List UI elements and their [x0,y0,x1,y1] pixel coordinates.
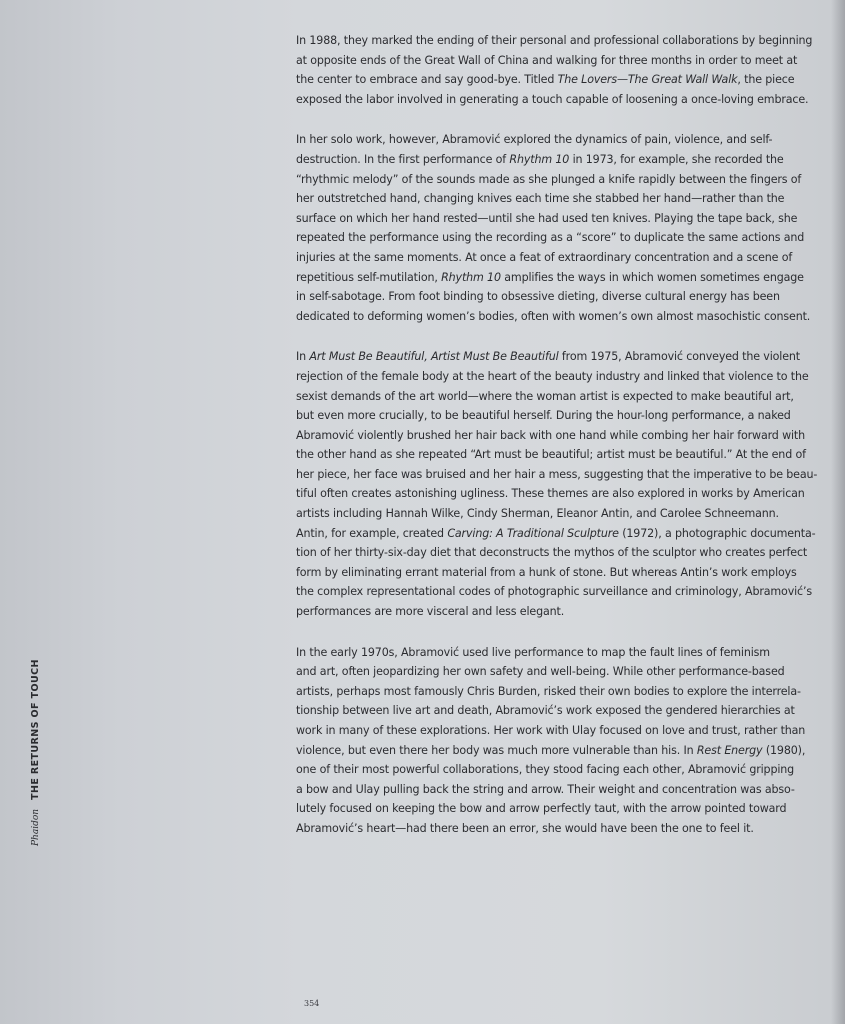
text-line [296,741,822,761]
text-line [296,170,822,190]
text-line [296,799,822,819]
text-run: In [296,350,310,364]
text-line [296,445,822,465]
text-run: destruction. In the first performance of [296,152,510,166]
text-run: from 1975, Abramović conveyed the violent [558,350,800,364]
text-line [296,31,822,51]
text-line [296,643,822,663]
paragraph [296,643,822,839]
text-line [296,780,822,800]
body-text [296,31,822,860]
text-run: at opposite ends of the Great Wall of China and walking for three months in order to meet at [296,53,798,67]
text-line [296,130,822,150]
text-line [296,51,822,71]
work-title: Art Must Be Beautiful, Artist Must Be Beautiful [309,350,559,364]
text-line [296,465,822,485]
text-run: (1972), a photographic documenta- [618,526,816,540]
paragraph [296,347,822,621]
text-run: “rhythmic melody” of the sounds made as she plunged a knife rapidly between the fingers of [296,172,802,186]
text-run: (1980), [762,743,806,757]
text-line [296,543,822,563]
text-line [296,367,822,387]
text-line [296,484,822,504]
text-line [296,760,822,780]
text-line [296,387,822,407]
text-run: the complex representational codes of photographic surveillance and criminology, Abramović’s [296,585,813,599]
text-run: a bow and Ulay pulling back the string and arrow. Their weight and concentration was abso- [296,782,795,796]
text-line [296,347,822,367]
work-title: The Lovers—The Great Wall Walk [557,73,738,87]
text-run: in self-sabotage. From foot binding to obsessive dieting, diverse cultural energy has been [296,290,780,304]
text-line [296,287,822,307]
text-run: in 1973, for example, she recorded the [569,152,784,166]
text-run: tion of her thirty-six-day diet that deconstructs the mythos of the sculptor who creates perfect [296,546,808,560]
text-line [296,307,822,327]
work-title: Rhythm 10 [509,152,570,166]
text-line [296,662,822,682]
text-run: sexist demands of the art world—where the woman artist is expected to make beautiful art, [296,389,794,403]
text-line [296,406,822,426]
text-run: one of their most powerful collaborations, they stood facing each other, Abramović gripping [296,763,795,777]
text-run: tiful often creates astonishing ugliness. These themes are also explored in works by American [296,487,805,501]
text-run: artists, perhaps most famously Chris Burden, risked their own bodies to explore the interrela- [296,684,801,698]
text-run: but even more crucially, to be beautiful herself. During the hour-long performance, a naked [296,409,791,423]
paragraph [296,130,822,326]
text-run: Antin, for example, created [296,526,448,540]
text-line [296,268,822,288]
text-run: repeated the performance using the recording as a “score” to duplicate the same actions and [296,231,805,245]
work-title: Rhythm 10 [441,270,501,284]
text-run: tionship between live art and death, Abramović’s work exposed the gendered hierarchies at [296,704,795,718]
text-run: repetitious self-mutilation, [296,270,442,284]
text-run: form by eliminating errant material from a hunk of stone. But whereas Antin’s work employs [296,565,797,579]
text-run: her outstretched hand, changing knives each time she stabbed her hand—rather than the [296,192,785,206]
text-line [296,701,822,721]
text-run: work in many of these explorations. Her work with Ulay focused on love and trust, rather than [296,724,806,737]
running-footer [30,659,41,846]
text-run: violence, but even there her body was much more vulnerable than his. In [296,743,697,757]
text-line [296,426,822,446]
text-run: the center to embrace and say good-bye. Titled [296,73,558,87]
text-run: performances are more visceral and less elegant. [296,605,565,619]
text-run: Abramović violently brushed her hair back with one hand while combing her hair forward with [296,428,806,442]
text-run: injuries at the same moments. At once a feat of extraordinary concentration and a scene of [296,250,793,264]
work-title: Rest Energy [696,743,763,757]
text-line [296,504,822,524]
paragraph [296,31,822,109]
text-run: amplifies the ways in which women sometimes engage [500,270,804,284]
text-run: lutely focused on keeping the bow and arrow perfectly taut, with the arrow pointed toward [296,802,787,816]
text-run: In her solo work, however, Abramović explored the dynamics of pain, violence, and self- [296,133,773,147]
text-run: Abramović’s heart—had there been an error, she would have been the one to feel it. [296,821,754,835]
text-line [296,682,822,702]
text-run: rejection of the female body at the heart of the beauty industry and linked that violence to the [296,369,809,383]
text-line [296,602,822,622]
text-run: and art, often jeopardizing her own safety and well-being. While other performance-based [296,665,785,679]
text-line [296,582,822,602]
text-line [296,189,822,209]
text-line [296,819,822,839]
text-line [296,721,822,741]
text-line [296,90,822,110]
publisher-name: Phaidon [31,808,41,846]
text-run: surface on which her hand rested—until she had used ten knives. Playing the tape back, she [296,211,798,225]
work-title: Carving: A Traditional Sculpture [447,526,619,540]
text-run: dedicated to deforming women’s bodies, often with women’s own almost masochistic consent. [296,309,811,323]
text-run: her piece, her face was bruised and her hair a mess, suggesting that the imperative to be beau- [296,467,818,481]
text-run: In the early 1970s, Abramović used live performance to map the fault lines of feminism [296,645,770,659]
section-title: THE RETURNS OF TOUCH [30,659,41,800]
text-line [296,563,822,583]
page-edge-shadow [831,0,845,1024]
text-run: In 1988, they marked the ending of their personal and professional collaborations by beginning [296,34,813,47]
text-run: , the piece [737,73,795,87]
text-run: exposed the labor involved in generating a touch capable of loosening a once-loving embrace. [296,92,809,106]
page-number: 354 [304,999,320,1008]
text-line [296,209,822,229]
text-line [296,524,822,544]
text-line [296,150,822,170]
text-run: the other hand as she repeated “Art must be beautiful; artist must be beautiful.” At the end of [296,448,806,462]
text-line [296,70,822,90]
text-run: artists including Hannah Wilke, Cindy Sherman, Eleanor Antin, and Carolee Schneemann. [296,507,779,521]
text-line [296,248,822,268]
text-line [296,228,822,248]
